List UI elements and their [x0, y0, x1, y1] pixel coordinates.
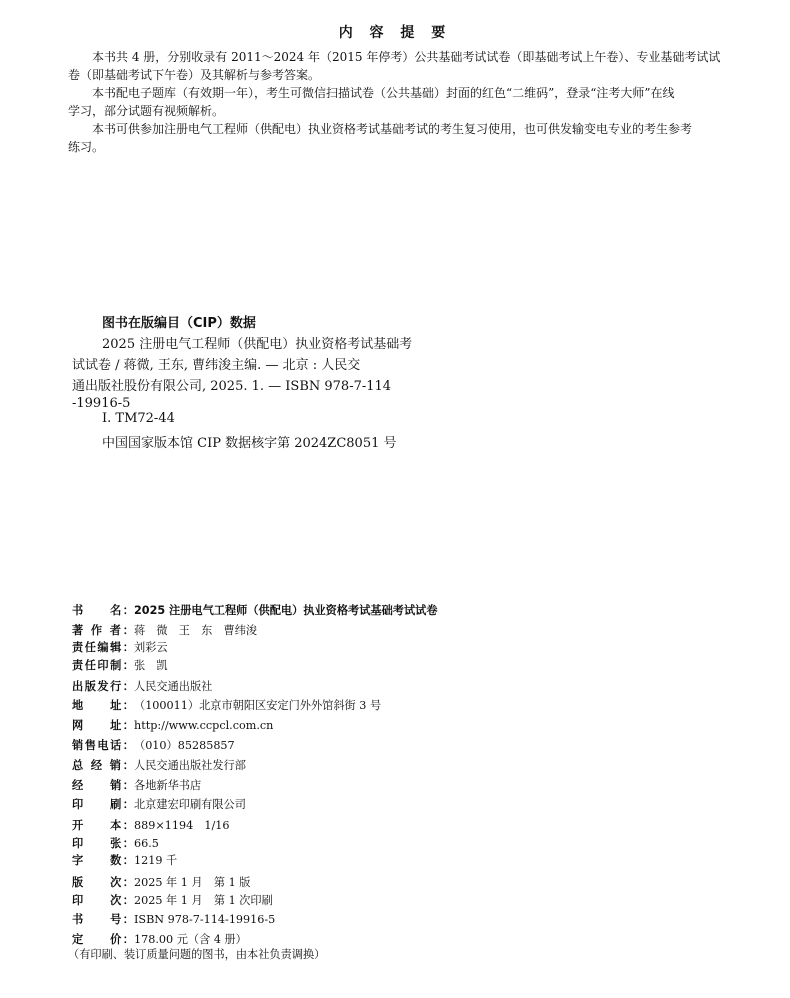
info-row-sales-phone: [72, 736, 235, 756]
info-row-edition: [72, 873, 250, 893]
cip-line-2: 试试卷 / 蒋微, 王东, 曹纬浚主编. — 北京 : 人民交: [72, 358, 361, 373]
info-row-editor: [72, 638, 168, 658]
info-row-title: [72, 601, 438, 621]
info-label: 销售电话：: [72, 739, 134, 752]
info-value: http://www.ccpcl.com.cn: [134, 719, 274, 732]
info-label: 经 销：: [72, 779, 134, 792]
info-value: 北京建宏印刷有限公司: [134, 798, 246, 811]
info-value: 66.5: [134, 837, 159, 850]
info-label: 字 数：: [72, 854, 134, 867]
info-row-isbn: [72, 910, 275, 930]
summary-paragraph-2-line-2: 学习，部分试题有视频解析。: [68, 104, 225, 118]
info-row-printer: [72, 795, 246, 815]
info-value: 刘彩云: [134, 641, 168, 654]
info-label: 印 刷：: [72, 798, 134, 811]
info-row-format: [72, 816, 230, 836]
quality-notice: （有印刷、装订质量问题的图书，由本社负责调换）: [68, 948, 326, 961]
info-label: 总 经 销：: [72, 759, 134, 772]
summary-paragraph-1-line-2: 卷（即基础考试下午卷）及其解析与参考答案。: [68, 68, 321, 82]
info-label: 印 张：: [72, 837, 134, 850]
info-label: 版 次：: [72, 876, 134, 889]
info-label: 印 次：: [72, 894, 134, 907]
cip-line-4: -19916-5: [72, 396, 131, 411]
info-label: 责任印制：: [72, 659, 134, 672]
cip-title: 图书在版编目（CIP）数据: [102, 316, 256, 331]
info-row-publisher: [72, 677, 212, 697]
info-label: 书 号：: [72, 913, 134, 926]
info-value: 张 凯: [134, 659, 168, 672]
cip-line-3: 通出版社股份有限公司, 2025. 1. — ISBN 978-7-114: [72, 379, 392, 394]
summary-paragraph-3-line-2: 练习。: [68, 140, 105, 154]
info-label: 责任编辑：: [72, 641, 134, 654]
info-value: 蒋 微 王 东 曹纬浚: [134, 624, 258, 637]
info-row-address: [72, 696, 381, 716]
info-value: 2025 年 1 月 第 1 次印刷: [134, 894, 273, 907]
info-label: 书 名：: [72, 604, 134, 617]
info-label: 开 本：: [72, 819, 134, 832]
info-value: 2025 年 1 月 第 1 版: [134, 876, 251, 889]
info-row-printing: [72, 891, 273, 911]
info-value: （100011）北京市朝阳区安定门外外馆斜街 3 号: [134, 699, 382, 712]
info-label: 定 价：: [72, 933, 134, 946]
info-label: 著 作 者：: [72, 624, 134, 637]
info-value: 人民交通出版社: [134, 680, 213, 693]
info-value: 889×1194 1/16: [134, 819, 230, 832]
summary-title: 内 容 提 要: [338, 25, 452, 41]
info-value: 1219 千: [134, 854, 178, 867]
info-value: 人民交通出版社发行部: [134, 759, 246, 772]
info-row-general-distributor: [72, 756, 246, 776]
info-label: 网 址：: [72, 719, 134, 732]
cip-line-1: 2025 注册电气工程师（供配电）执业资格考试基础考: [102, 337, 413, 352]
info-row-website: [72, 716, 273, 736]
info-label: 出版发行：: [72, 680, 134, 693]
info-value: ISBN 978-7-114-19916-5: [134, 913, 276, 926]
info-value: 各地新华书店: [134, 779, 202, 792]
summary-paragraph-1-line-1: 本书共 4 册，分别收录有 2011～2024 年（2015 年停考）公共基础考试试卷（即基础考试上午卷）、专业基础考试试: [92, 50, 721, 64]
info-label: 地 址：: [72, 699, 134, 712]
info-row-word-count: [72, 851, 177, 871]
info-row-print-manager: [72, 656, 168, 676]
info-value: 178.00 元（含 4 册）: [134, 933, 247, 946]
summary-paragraph-3-line-1: 本书可供参加注册电气工程师（供配电）执业资格考试基础考试的考生复习使用，也可供发输变电专业的考生参考: [92, 122, 693, 136]
summary-paragraph-2-line-1: 本书配电子题库（有效期一年），考生可微信扫描试卷（公共基础）封面的红色“二维码”，登录“注考大师”在线: [92, 86, 675, 100]
cip-verification-number: 中国国家版本馆 CIP 数据核字第 2024ZC8051 号: [102, 436, 397, 451]
info-value: 2025 注册电气工程师（供配电）执业资格考试基础考试试卷: [134, 604, 438, 617]
info-value: （010）85285857: [134, 739, 235, 752]
cip-classification: Ⅰ. TM72-44: [102, 411, 175, 426]
info-row-distributor: [72, 776, 201, 796]
